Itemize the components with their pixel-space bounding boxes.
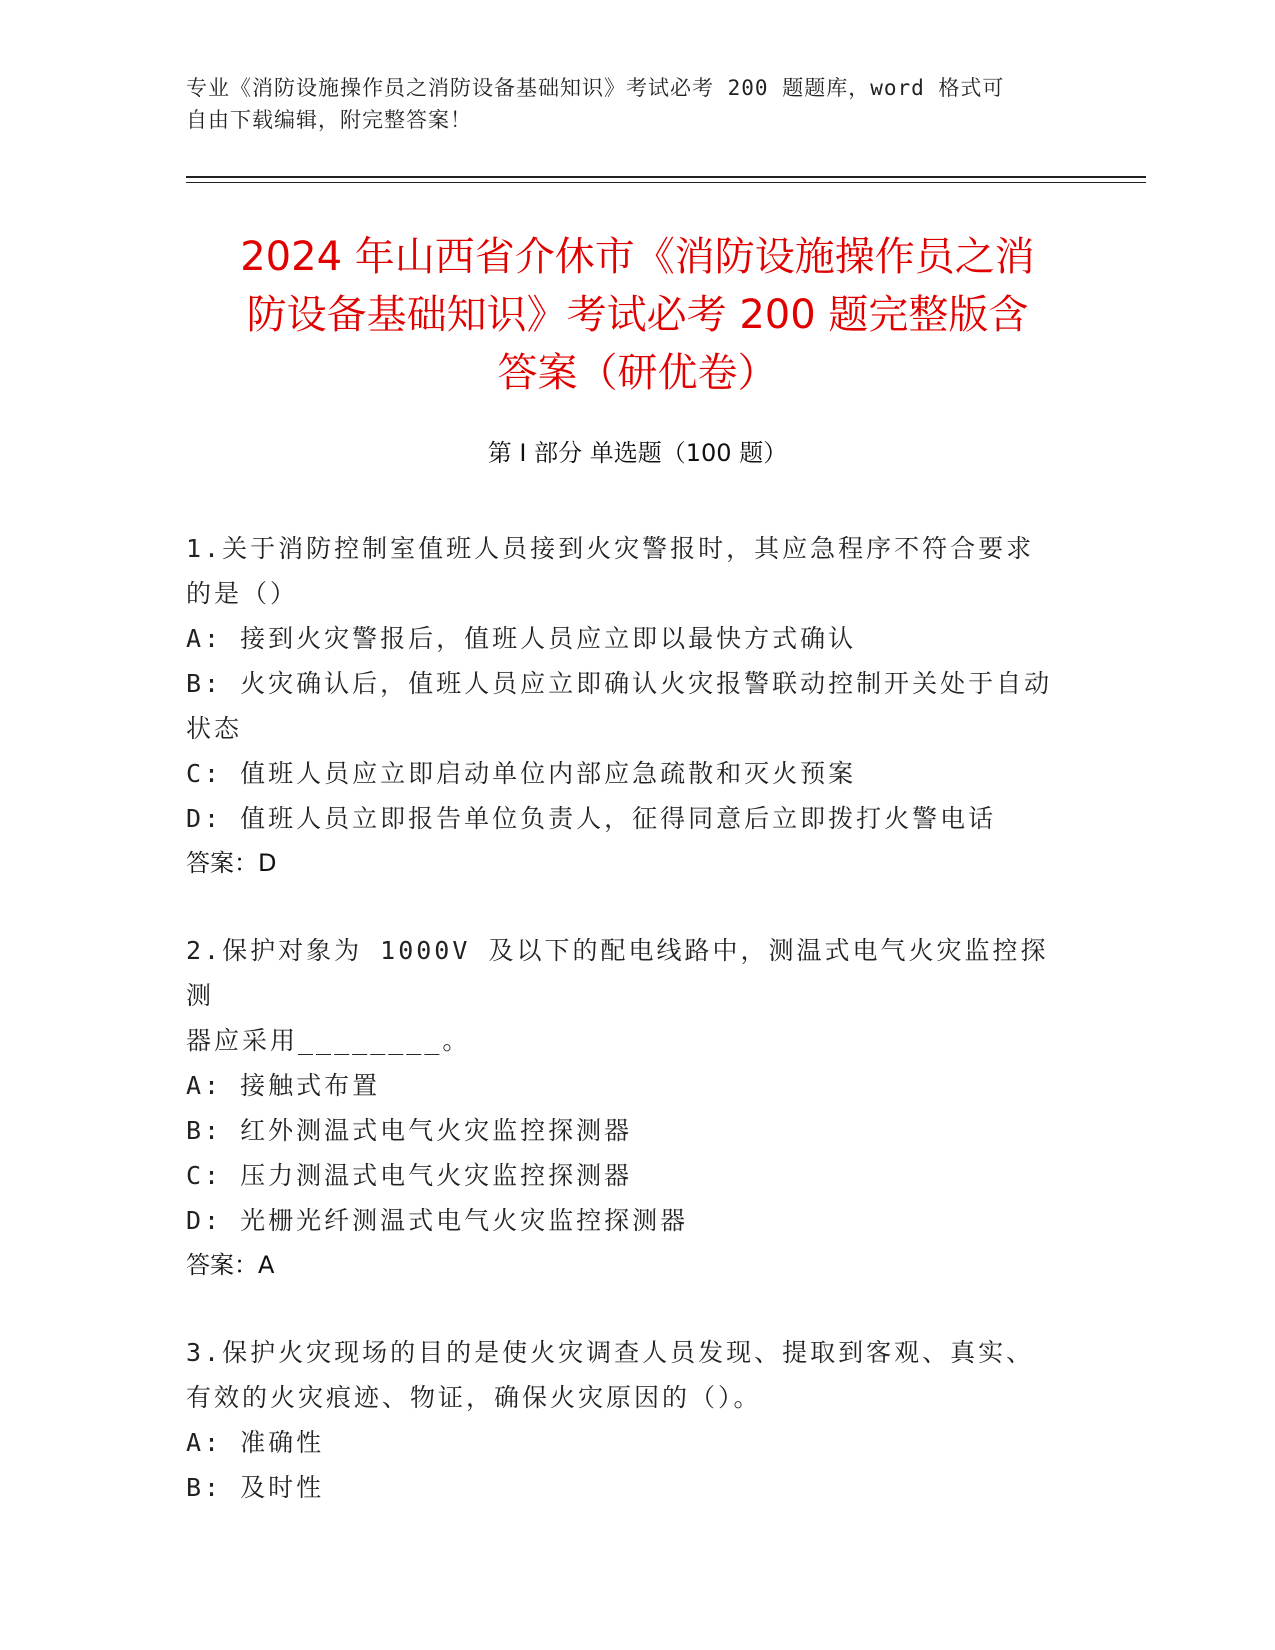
question-2 — [186, 928, 1066, 1288]
question-2-option-c: C: 压力测温式电气火灾监控探测器 — [186, 1161, 633, 1190]
header-note-line-2: 自由下载编辑，附完整答案！ — [186, 108, 472, 132]
question-1-stem-line-2: 的是（） — [186, 579, 299, 608]
header-note — [186, 72, 1086, 136]
question-1 — [186, 526, 1066, 886]
document-title-line-3: 答案（研优卷） — [497, 350, 778, 396]
question-1-answer: 答案：D — [186, 849, 277, 877]
header-note-line-1: 专业《消防设施操作员之消防设备基础知识》考试必考 200 题题库，word 格式可 — [186, 76, 1005, 100]
question-2-option-d: D: 光栅光纤测温式电气火灾监控探测器 — [186, 1206, 689, 1235]
question-1-option-a: A: 接到火灾警报后，值班人员应立即以最快方式确认 — [186, 624, 857, 653]
header-divider-thick — [186, 176, 1146, 178]
question-1-option-b-line-2: 状态 — [186, 714, 243, 743]
document-title — [150, 228, 1125, 402]
question-1-option-b-line-1: B: 火灾确认后，值班人员应立即确认火灾报警联动控制开关处于自动 — [186, 669, 1053, 698]
question-1-option-c: C: 值班人员应立即启动单位内部应急疏散和灭火预案 — [186, 759, 857, 788]
question-3-option-b: B: 及时性 — [186, 1473, 325, 1502]
question-2-answer: 答案：A — [186, 1251, 275, 1279]
question-2-option-b: B: 红外测温式电气火灾监控探测器 — [186, 1116, 633, 1145]
question-3-stem-line-1: 3.保护火灾现场的目的是使火灾调查人员发现、提取到客观、真实、 — [186, 1338, 1035, 1367]
question-1-stem-line-1: 1.关于消防控制室值班人员接到火灾警报时，其应急程序不符合要求 — [186, 534, 1035, 563]
question-3 — [186, 1330, 1066, 1510]
question-3-option-a: A: 准确性 — [186, 1428, 325, 1457]
document-title-line-2: 防设备基础知识》考试必考 200 题完整版含 — [246, 292, 1029, 338]
question-list — [186, 526, 1066, 1552]
section-heading: 第 I 部分 单选题（100 题） — [487, 439, 788, 467]
question-2-option-a: A: 接触式布置 — [186, 1071, 381, 1100]
question-1-option-d: D: 值班人员立即报告单位负责人，征得同意后立即拨打火警电话 — [186, 804, 997, 833]
question-2-stem-line-1: 2.保护对象为 1000V 及以下的配电线路中，测温式电气火灾监控探测 — [186, 936, 1049, 1010]
header-divider-thin — [186, 182, 1146, 183]
question-2-stem-line-2: 器应采用________。 — [186, 1026, 471, 1055]
document-title-line-1: 2024 年山西省介休市《消防设施操作员之消 — [240, 234, 1035, 280]
question-3-stem-line-2: 有效的火灾痕迹、物证，确保火灾原因的（）。 — [186, 1383, 762, 1412]
